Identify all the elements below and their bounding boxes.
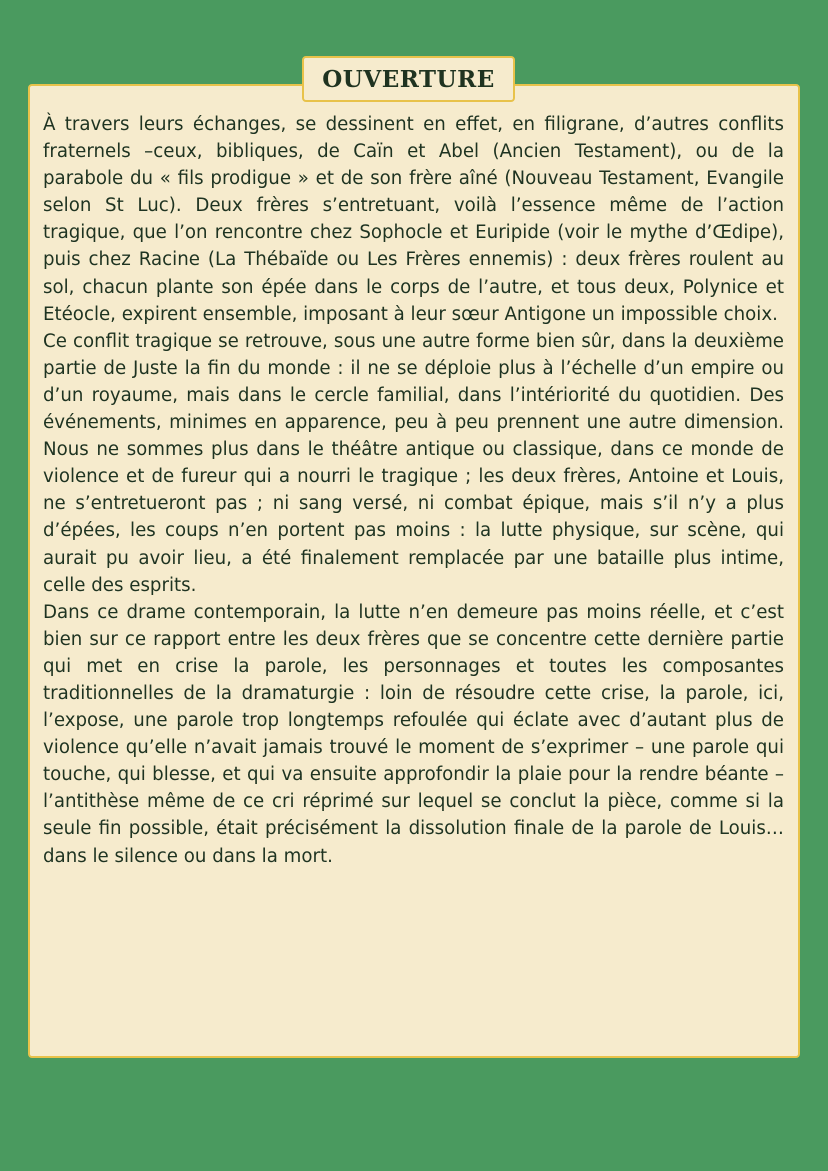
paragraph-1: À travers leurs échanges, se dessinent en effet, en filigrane, d’autres conflits fraternels –ceux, bibliques, de Caïn et Abel (Ancien Testament), ou de la parabole du « fils prodigue » et de son frère aîné (Nouveau Testament, Evangile selon St Luc). Deux frères s’entretuant, voilà l’essence même de l’action tragique, que l’on rencontre chez Sophocle et Euripide (voir le mythe d’Œdipe), puis chez Racine (La Thébaïde ou Les Frères ennemis) : deux frères roulent au sol, chacun plante son épée dans le corps de l’autre, et tous deux, Polynice et Etéocle, expirent ensemble, imposant à leur sœur Antigone un impossible choix. <box>43 114 784 325</box>
paragraph-3: Dans ce drame contemporain, la lutte n’en demeure pas moins réelle, et c’est bien sur ce rapport entre les deux frères que se concentre cette dernière partie qui met en crise la parole, les personnages et toutes les composantes traditionnelles de la dramaturgie : loin de résoudre cette crise, la parole, ici, l’expose, une parole trop longtemps refoulée qui éclate avec d’autant plus de violence qu’elle n’avait jamais trouvé le moment de s’exprimer – une parole qui touche, qui blesse, et qui va ensuite approfondir la plaie pour la rendre béante – l’antithèse même de ce cri réprimé sur lequel se conclut la pièce, comme si la seule fin possible, était précisément la dissolution finale de la parole de Louis… dans le silence ou dans la mort. <box>43 601 784 867</box>
section-title-box <box>302 56 515 102</box>
body-text <box>43 111 784 870</box>
section-title: OUVERTURE <box>322 65 495 93</box>
paragraph-2: Ce conflit tragique se retrouve, sous une autre forme bien sûr, dans la deuxième partie de Juste la fin du monde : il ne se déploie plus à l’échelle d’un empire ou d’un royaume, mais dans le cercle familial, dans l’intériorité du quotidien. Des événements, minimes en apparence, peu à peu prennent une autre dimension. Nous ne sommes plus dans le théâtre antique ou classique, dans ce monde de violence et de fureur qui a nourri le tragique ; les deux frères, Antoine et Louis, ne s’entretueront pas ; ni sang versé, ni combat épique, mais s’il n’y a plus d’épées, les coups n’en portent pas moins : la lutte physique, sur scène, qui aurait pu avoir lieu, a été finalement remplacée par une bataille plus intime, celle des esprits. <box>43 330 784 596</box>
